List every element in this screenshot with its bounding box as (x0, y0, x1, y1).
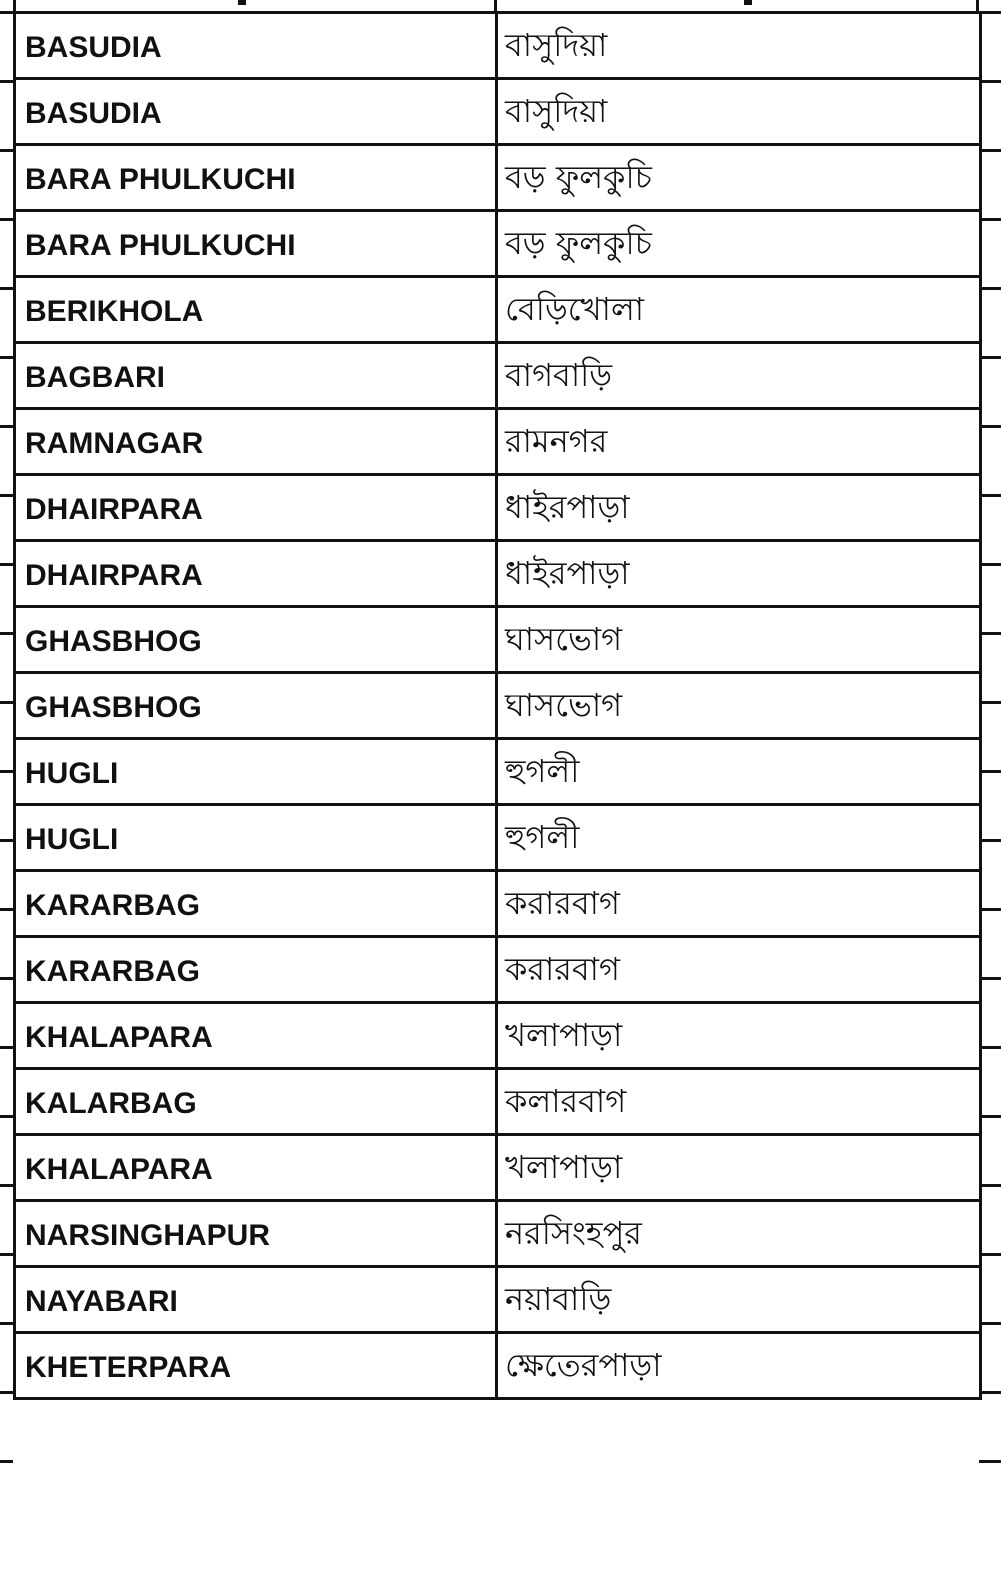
partial-row-rule (0, 977, 13, 980)
right-partial-column (979, 11, 1001, 1460)
english-name-cell: NARSINGHAPUR (15, 1201, 497, 1267)
partial-row-rule (0, 770, 13, 773)
table-row (15, 343, 981, 409)
table-row (15, 79, 981, 145)
table-row (15, 937, 981, 1003)
bengali-name-cell: বাসুদিয়া (497, 79, 981, 145)
table-row (15, 409, 981, 475)
partial-row-rule (979, 1322, 1001, 1325)
bengali-name-cell: ঘাসভোগ (497, 607, 981, 673)
partial-row-rule (979, 1391, 1001, 1394)
partial-row-rule (0, 1460, 13, 1463)
partial-row-rule (979, 425, 1001, 428)
place-name-table (13, 11, 982, 1400)
partial-row-rule (0, 563, 13, 566)
english-name-cell: BERIKHOLA (15, 277, 497, 343)
table-row (15, 145, 981, 211)
partial-row-rule (0, 149, 13, 152)
english-name-cell: KHETERPARA (15, 1333, 497, 1399)
bengali-name-cell: খলাপাড়া (497, 1135, 981, 1201)
partial-row-rule (979, 701, 1001, 704)
table-row (15, 13, 981, 79)
bengali-name-cell: বড় ফুলকুচি (497, 145, 981, 211)
bengali-name-cell: বাগবাড়ি (497, 343, 981, 409)
partial-row-rule (979, 1115, 1001, 1118)
english-name-cell: RAMNAGAR (15, 409, 497, 475)
bengali-name-cell: বড় ফুলকুচি (497, 211, 981, 277)
english-name-cell: BARA PHULKUCHI (15, 145, 497, 211)
table-row (15, 211, 981, 277)
partial-row-rule (979, 494, 1001, 497)
bengali-name-cell: কলারবাগ (497, 1069, 981, 1135)
partial-row-rule (0, 356, 13, 359)
bengali-name-cell: নরসিংহপুর (497, 1201, 981, 1267)
partial-row-rule (979, 839, 1001, 842)
english-name-cell: GHASBHOG (15, 607, 497, 673)
english-name-cell: BARA PHULKUCHI (15, 211, 497, 277)
partial-row-rule (0, 80, 13, 83)
table-row (15, 1135, 981, 1201)
partial-row-rule (979, 908, 1001, 911)
english-name-cell: KHALAPARA (15, 1003, 497, 1069)
partial-row-rule (979, 287, 1001, 290)
english-name-cell: BASUDIA (15, 79, 497, 145)
partial-row-rule (0, 1115, 13, 1118)
bengali-name-cell: বেড়িখোলা (497, 277, 981, 343)
left-partial-column (0, 11, 13, 1460)
english-name-cell: GHASBHOG (15, 673, 497, 739)
bengali-name-cell: ক্ষেতেরপাড়া (497, 1333, 981, 1399)
bengali-name-cell: নয়াবাড়ি (497, 1267, 981, 1333)
bengali-name-cell: করারবাগ (497, 937, 981, 1003)
table-row (15, 1201, 981, 1267)
bengali-name-cell: ধাইরপাড়া (497, 475, 981, 541)
partial-row-rule (979, 563, 1001, 566)
bengali-name-cell: ঘাসভোগ (497, 673, 981, 739)
english-name-cell: KARARBAG (15, 937, 497, 1003)
table-row (15, 1069, 981, 1135)
partial-row-rule (979, 11, 1001, 14)
table-row (15, 277, 981, 343)
partial-row-rule (979, 218, 1001, 221)
partial-row-rule (0, 632, 13, 635)
partial-row-rule (979, 356, 1001, 359)
partial-row-rule (0, 1184, 13, 1187)
partial-row-rule (0, 1046, 13, 1049)
bengali-name-cell: খলাপাড়া (497, 1003, 981, 1069)
bengali-name-cell: বাসুদিয়া (497, 13, 981, 79)
table-row (15, 673, 981, 739)
table-body (15, 13, 981, 1399)
partial-row-rule (979, 1184, 1001, 1187)
english-name-cell: BASUDIA (15, 13, 497, 79)
bengali-name-cell: রামনগর (497, 409, 981, 475)
table-row (15, 1003, 981, 1069)
table-row (15, 541, 981, 607)
table-row (15, 739, 981, 805)
english-name-cell: KALARBAG (15, 1069, 497, 1135)
partial-row-rule (0, 1253, 13, 1256)
header-text-fragment (744, 0, 752, 5)
partial-row-rule (979, 632, 1001, 635)
partial-row-rule (0, 494, 13, 497)
table-row (15, 607, 981, 673)
partial-row-rule (0, 701, 13, 704)
english-name-cell: HUGLI (15, 739, 497, 805)
table-row (15, 1267, 981, 1333)
english-name-cell: DHAIRPARA (15, 541, 497, 607)
english-name-cell: NAYABARI (15, 1267, 497, 1333)
bengali-name-cell: করারবাগ (497, 871, 981, 937)
english-name-cell: KARARBAG (15, 871, 497, 937)
bengali-name-cell: হুগলী (497, 739, 981, 805)
table-row (15, 475, 981, 541)
partial-row-rule (979, 770, 1001, 773)
english-name-cell: DHAIRPARA (15, 475, 497, 541)
partial-row-rule (0, 908, 13, 911)
header-text-fragment (238, 0, 246, 5)
partial-row-rule (0, 11, 13, 14)
english-name-cell: KHALAPARA (15, 1135, 497, 1201)
partial-row-rule (0, 1391, 13, 1394)
english-name-cell: HUGLI (15, 805, 497, 871)
partial-row-rule (0, 218, 13, 221)
partial-row-rule (979, 149, 1001, 152)
partial-row-rule (0, 839, 13, 842)
partial-row-rule (979, 80, 1001, 83)
table-row (15, 871, 981, 937)
partial-row-rule (979, 1046, 1001, 1049)
english-name-cell: BAGBARI (15, 343, 497, 409)
partial-row-rule (0, 1322, 13, 1325)
partial-row-rule (979, 1460, 1001, 1463)
table-row (15, 805, 981, 871)
bengali-name-cell: হুগলী (497, 805, 981, 871)
table-row (15, 1333, 981, 1399)
partial-row-rule (0, 425, 13, 428)
partial-row-rule (0, 287, 13, 290)
bengali-name-cell: ধাইরপাড়া (497, 541, 981, 607)
partial-row-rule (979, 1253, 1001, 1256)
partial-row-rule (979, 977, 1001, 980)
